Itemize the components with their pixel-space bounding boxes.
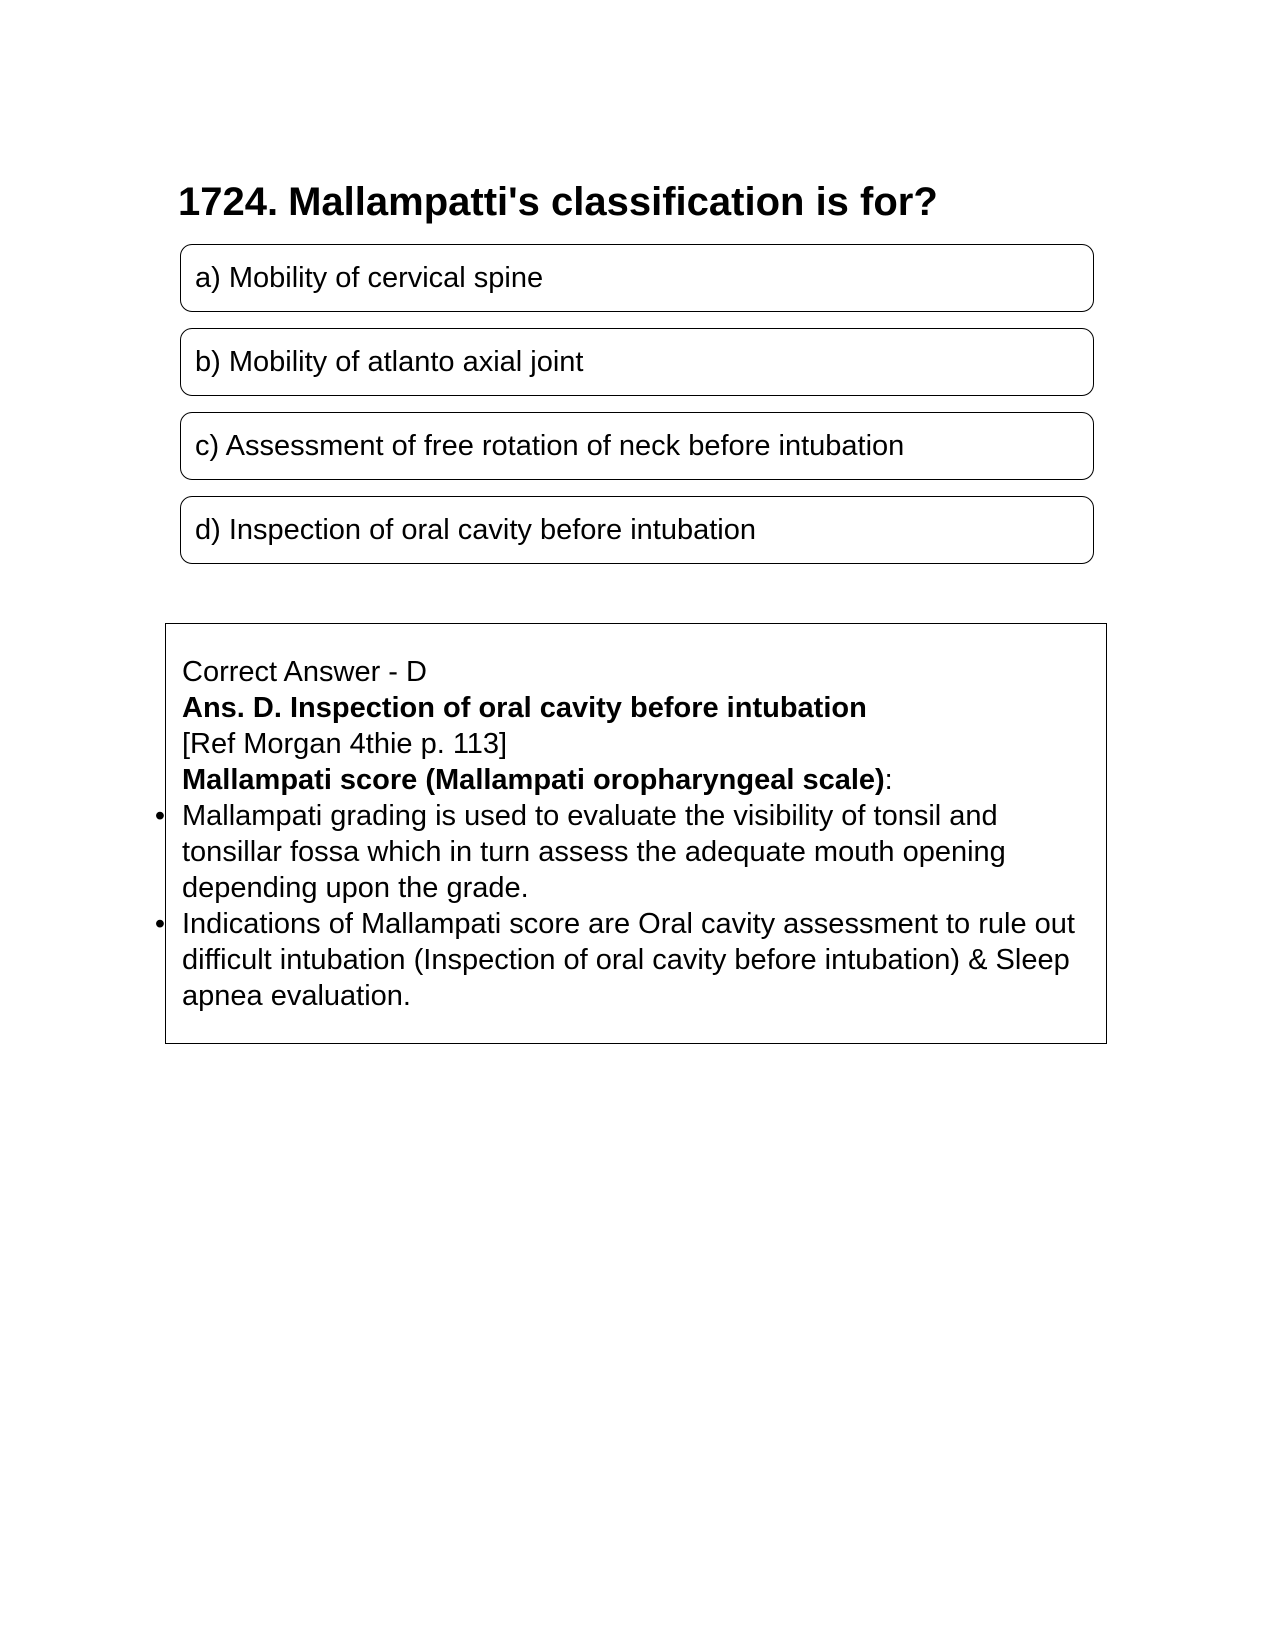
bullet-text: Indications of Mallampati score are Oral cavity assessment to rule out difficult intubation (Inspection of oral cavity before intubation) & Sleep apnea evaluation. <box>182 908 1075 1012</box>
option-c[interactable]: c) Assessment of free rotation of neck before intubation <box>180 412 1094 480</box>
bullet-icon: • <box>154 800 166 832</box>
score-heading-colon: : <box>884 764 893 796</box>
option-d[interactable]: d) Inspection of oral cavity before intubation <box>180 496 1094 564</box>
bullet-icon: • <box>154 908 166 940</box>
question-text: Mallampatti's classification is for? <box>288 180 938 224</box>
options-list <box>180 244 1094 580</box>
list-item <box>154 798 1092 906</box>
option-a[interactable]: a) Mobility of cervical spine <box>180 244 1094 312</box>
score-heading-line <box>182 762 1092 798</box>
question-title <box>178 178 938 226</box>
question-number: 1724. <box>178 180 279 224</box>
option-b[interactable]: b) Mobility of atlanto axial joint <box>180 328 1094 396</box>
correct-answer-line: Correct Answer - D <box>182 656 427 688</box>
score-heading: Mallampati score (Mallampati oropharyngeal scale) <box>182 764 885 796</box>
answer-heading: Ans. D. Inspection of oral cavity before intubation <box>182 692 867 724</box>
answer-explanation-box <box>154 623 1107 1044</box>
explanation-bullets <box>154 798 1092 1014</box>
bullet-text: Mallampati grading is used to evaluate the visibility of tonsil and tonsillar fossa which in turn assess the adequate mouth opening depending upon the grade. <box>182 800 1006 904</box>
list-item <box>154 906 1092 1014</box>
reference-line: [Ref Morgan 4thie p. 113] <box>182 728 508 760</box>
